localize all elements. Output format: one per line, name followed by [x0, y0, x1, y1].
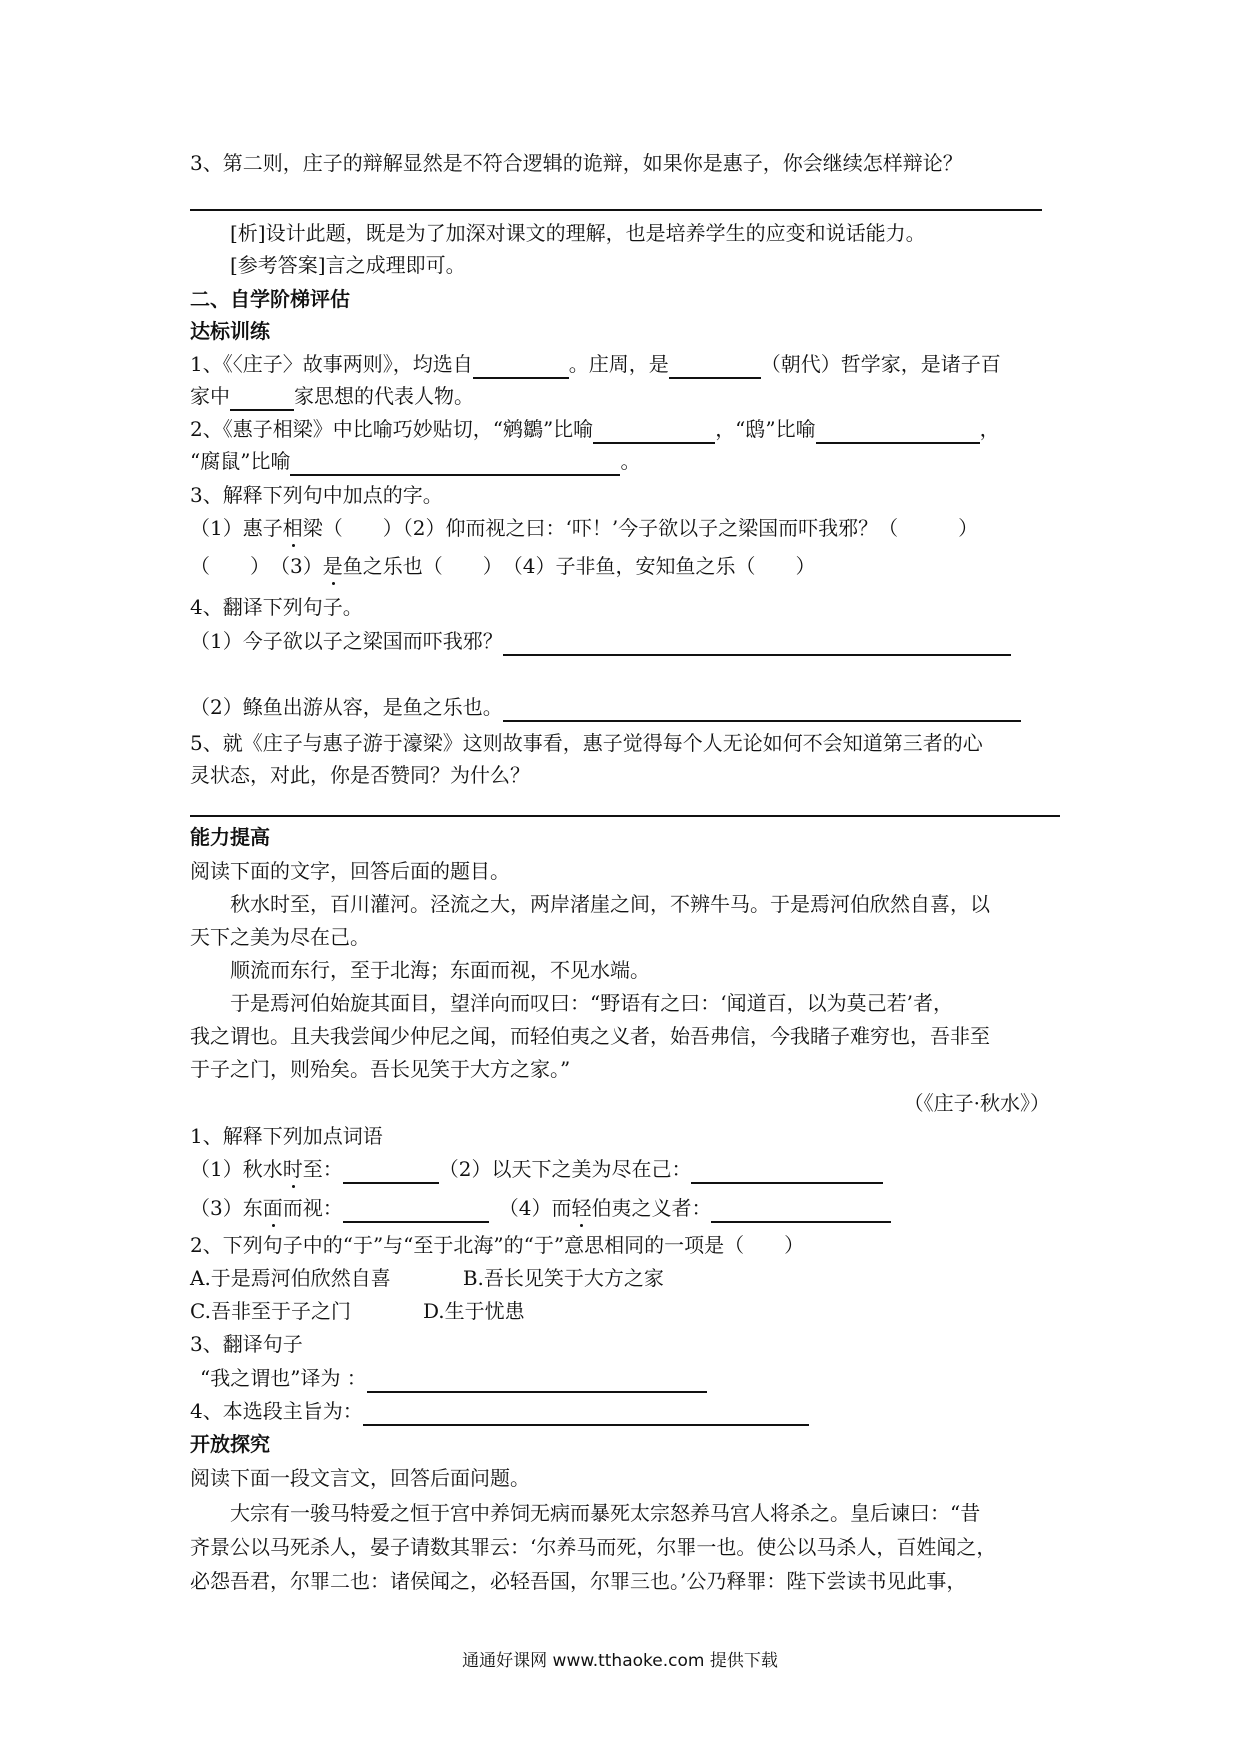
answer-blank[interactable] — [367, 1369, 707, 1393]
passage-line: 大宗有一骏马特爱之恒于宫中养饲无病而暴死太宗怒养马宫人将杀之。皇后谏曰：“昔 — [230, 1501, 981, 1525]
section-heading: 二、自学阶梯评估 — [190, 287, 350, 311]
option-row-2 — [190, 1296, 525, 1326]
blank[interactable] — [691, 1160, 883, 1184]
blank[interactable] — [343, 1160, 439, 1184]
blank[interactable] — [669, 355, 761, 379]
reading-instruction: 阅读下面一段文言文，回答后面问题。 — [190, 1466, 530, 1490]
item-4-1: （1）今子欲以子之梁国而吓我邪？ — [190, 626, 1011, 656]
blank[interactable] — [230, 387, 294, 411]
reading-instruction: 阅读下面的文字，回答后面的题目。 — [190, 859, 510, 883]
subsection-standard: 达标训练 — [190, 319, 270, 343]
blank[interactable] — [290, 452, 620, 476]
blank[interactable] — [593, 420, 715, 444]
item-4: 4、翻译下列句子。 — [190, 595, 363, 619]
option-c[interactable]: C.吾非至于子之门 — [190, 1299, 351, 1323]
option-b[interactable]: B.吾长见笑于大方之家 — [462, 1266, 664, 1290]
ability-q1: 1、解释下列加点词语 — [190, 1124, 383, 1148]
blank[interactable] — [343, 1199, 489, 1223]
answer-blank[interactable] — [363, 1402, 809, 1426]
passage-line: 我之谓也。且夫我尝闻少仲尼之闻，而轻伯夷之义者，始吾弗信，今我睹子难穷也，吾非至 — [190, 1024, 990, 1048]
passage-source: （《庄子·秋水》） — [903, 1091, 1050, 1115]
ability-q1-row2: （3）东面而视： （4）而轻伯夷之义者： — [190, 1193, 891, 1223]
reference-answer: [参考答案]言之成理即可。 — [230, 253, 466, 277]
item-5: 5、就《庄子与惠子游于濠梁》这则故事看，惠子觉得每个人无论如何不会知道第三者的心 — [190, 731, 983, 755]
passage-line: 必怨吾君，尔罪二也：诸侯闻之，必轻吾国，尔罪三也。’公乃释罪：陛下尝读书见此事， — [190, 1569, 967, 1593]
item-2: 2、《惠子相梁》中比喻巧妙贴切，“鹓鶵”比喻 ，“鸱”比喻 ， — [190, 414, 1000, 444]
item-5-cont: 灵状态，对此，你是否赞同？为什么？ — [190, 763, 530, 787]
item-3-row2: （ ） （3）是鱼之乐也（ ） （4）子非鱼，安知鱼之乐（ ） — [190, 554, 816, 578]
ability-q3: 3、翻译句子 — [190, 1332, 303, 1356]
item-2-cont: “腐鼠”比喻 。 — [190, 446, 640, 476]
blank[interactable] — [473, 355, 569, 379]
passage-line: 齐景公以马死杀人，晏子请数其罪云：‘尔养马而死，尔罪一也。使公以马杀人，百姓闻之， — [190, 1535, 997, 1559]
item-1-cont: 家中 家思想的代表人物。 — [190, 381, 474, 411]
blank[interactable] — [816, 420, 980, 444]
option-d[interactable]: D.生于忧患 — [422, 1299, 525, 1323]
ability-q3-row: “我之谓也”译为 ： — [200, 1363, 707, 1393]
passage-line: 于子之门，则殆矣。吾长见笑于大方之家。” — [190, 1057, 571, 1081]
subsection-open: 开放探究 — [190, 1432, 270, 1456]
item-1: 1、《〈庄子〉故事两则》，均选自 。庄周，是 （朝代）哲学家，是诸子百 — [190, 349, 1001, 379]
option-row-1 — [190, 1263, 664, 1293]
answer-line — [190, 209, 1042, 211]
passage-line: 顺流而东行，至于北海；东面而视，不见水端。 — [230, 958, 650, 982]
passage-line: 于是焉河伯始旋其面目，望洋向而叹曰：“野语有之曰：‘闻道百，以为莫己若’者， — [230, 991, 953, 1015]
passage-line: 天下之美为尽在己。 — [190, 925, 370, 949]
ability-q1-row1: （1）秋水时至： （2）以天下之美为尽在己： — [190, 1154, 883, 1184]
ability-q4: 4、本选段主旨为： — [190, 1396, 809, 1426]
option-a[interactable]: A.于是焉河伯欣然自喜 — [190, 1266, 391, 1290]
subsection-ability: 能力提高 — [190, 825, 270, 849]
answer-blank[interactable] — [503, 632, 1011, 656]
item-3: 3、解释下列句中加点的字。 — [190, 483, 443, 507]
analysis: [析]设计此题，既是为了加深对课文的理解，也是培养学生的应变和说话能力。 — [230, 221, 926, 245]
question-3-top: 3、第二则，庄子的辩解显然是不符合逻辑的诡辩，如果你是惠子，你会继续怎样辩论？ — [190, 151, 963, 175]
answer-line — [190, 815, 1060, 817]
item-4-2: （2）鲦鱼出游从容，是鱼之乐也。 — [190, 692, 1021, 722]
item-3-row1: （1）惠子相梁（ ）（2）仰而视之曰：‘吓！’今子欲以子之梁国而吓我邪？（ ） — [190, 516, 979, 540]
blank[interactable] — [711, 1199, 891, 1223]
footer: 通通好课网 www.tthaoke.com 提供下载 — [462, 1651, 778, 1671]
passage-line: 秋水时至，百川灌河。泾流之大，两岸渚崖之间，不辨牛马。于是焉河伯欣然自喜，以 — [230, 892, 990, 916]
answer-blank[interactable] — [503, 698, 1021, 722]
ability-q2: 2、下列句子中的“于”与“至于北海”的“于”意思相同的一项是（ ） — [190, 1233, 805, 1257]
